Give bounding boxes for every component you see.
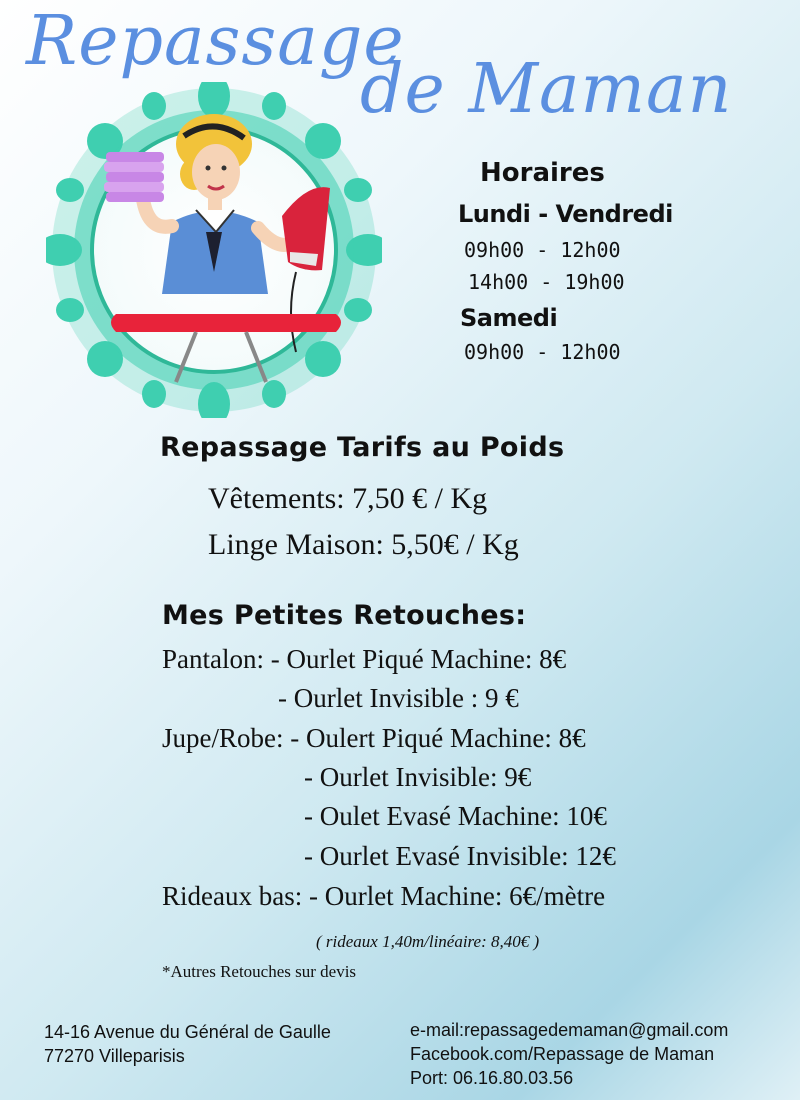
alteration-line: - Ourlet Invisible: 9€: [304, 762, 532, 792]
saturday-label: Samedi: [460, 304, 558, 332]
weekdays-label: Lundi - Vendredi: [458, 200, 673, 228]
address-line2: 77270 Villeparisis: [44, 1046, 185, 1066]
curtain-note: ( rideaux 1,40m/linéaire: 8,40€ ): [316, 932, 540, 951]
hours-title: Horaires: [480, 158, 605, 188]
saturday-morning: 09h00 - 12h00: [464, 340, 621, 364]
weight-pricing-title: Repassage Tarifs au Poids: [160, 432, 565, 463]
email-contact: e-mail:repassagedemaman@gmail.com: [410, 1020, 729, 1040]
phone-contact: Port: 06.16.80.03.56: [410, 1068, 574, 1088]
weekdays-afternoon: 14h00 - 19h00: [468, 270, 625, 294]
alteration-line: Rideaux bas: - Ourlet Machine: 6€/mètre: [162, 881, 606, 911]
weekdays-morning: 09h00 - 12h00: [464, 238, 621, 262]
alteration-line: - Oulet Evasé Machine: 10€: [304, 801, 607, 831]
ironing-board: [111, 314, 341, 332]
other-alterations-note: *Autres Retouches sur devis: [162, 962, 357, 981]
price-household: Linge Maison: 5,50€ / Kg: [208, 528, 519, 561]
folded-laundry: [104, 152, 164, 202]
title-line1: Repassage: [26, 2, 405, 81]
price-clothes: Vêtements: 7,50 € / Kg: [208, 482, 488, 515]
alteration-line: - Ourlet Evasé Invisible: 12€: [304, 841, 616, 871]
alteration-line: Pantalon: - Ourlet Piqué Machine: 8€: [162, 644, 567, 674]
facebook-contact: Facebook.com/Repassage de Maman: [410, 1044, 715, 1064]
woman-ironing-illustration: [46, 82, 382, 418]
alteration-line: Jupe/Robe: - Oulert Piqué Machine: 8€: [162, 723, 586, 753]
address-line1: 14-16 Avenue du Général de Gaulle: [44, 1022, 331, 1042]
alterations-title: Mes Petites Retouches:: [162, 600, 527, 631]
title-line2: de Maman: [360, 50, 733, 129]
alteration-line: - Ourlet Invisible : 9 €: [278, 683, 519, 713]
